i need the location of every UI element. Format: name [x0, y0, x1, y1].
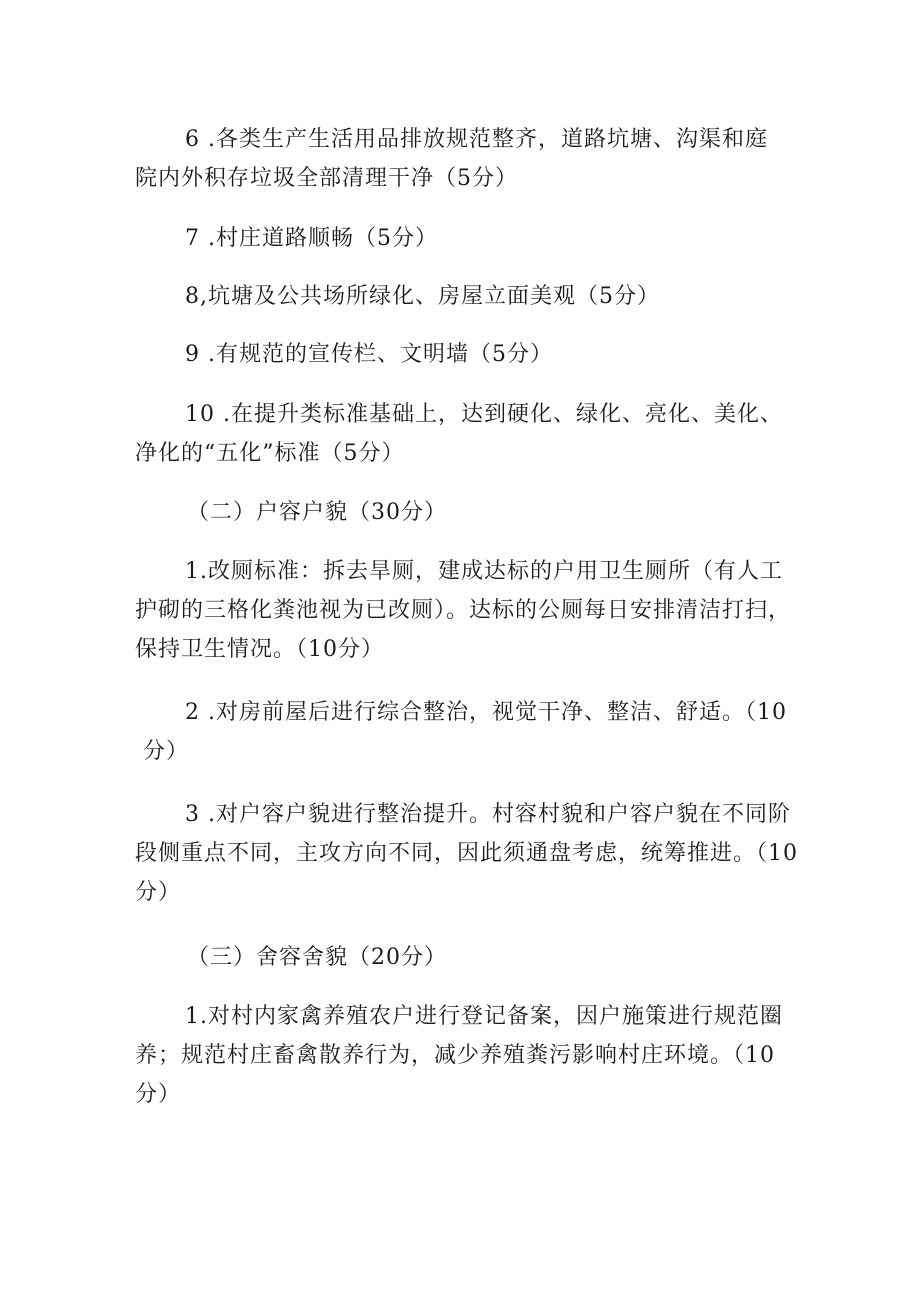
text-line: 10 .在提升类标准基础上，达到硬化、绿化、亮化、美化、 — [185, 402, 783, 427]
text-line: 1.对村内家禽养殖农户进行登记备案，因户施策进行规范圈 — [185, 1004, 783, 1029]
text-line: 7 .村庄道路顺畅（5分） — [185, 226, 438, 251]
text-line: 分） — [135, 1082, 182, 1107]
item-6-paragraph — [135, 120, 805, 198]
text-line: 6 .各类生产生活用品排放规范整齐，道路坑塘、沟渠和庭 — [185, 127, 768, 152]
sec2-item-1-paragraph — [135, 552, 805, 669]
item-10-paragraph — [135, 395, 805, 473]
text-line: 8,坑塘及公共场所绿化、房屋立面美观（5分） — [185, 284, 660, 309]
text-line: 养；规范村庄畜禽散养行为，减少养殖粪污影响村庄环境。（10 — [135, 1043, 775, 1068]
item-8-paragraph — [135, 277, 805, 316]
section-3-heading — [135, 938, 805, 977]
text-line: 净化的“五化”标准（5分） — [135, 441, 405, 466]
item-9-paragraph — [135, 335, 805, 374]
text-line: 护砌的三格化粪池视为已改厕）。达标的公厕每日安排清洁打扫， — [135, 598, 792, 623]
text-line: 分） — [135, 739, 189, 764]
text-line: 9 .有规范的宣传栏、文明墙（5分） — [185, 342, 553, 367]
text-line: 1.改厕标准：拆去旱厕，建成达标的户用卫生厕所（有人工 — [185, 559, 783, 584]
sec3-item-1-paragraph — [135, 997, 805, 1114]
sec2-item-3-paragraph — [135, 795, 805, 912]
section-heading: （二）户容户貌（30分） — [187, 500, 447, 525]
text-line: 3 .对户容户貌进行整治提升。村容村貌和户容户貌在不同阶 — [185, 802, 791, 827]
sec2-item-2-paragraph — [135, 693, 805, 771]
text-line: 2 .对房前屋后进行综合整治，视觉干净、整洁、舒适。（10 — [185, 700, 787, 725]
section-2-heading — [135, 493, 805, 532]
text-line: 保持卫生情况。（10分） — [135, 637, 384, 662]
text-line: 院内外积存垃圾全部清理干净（5分） — [135, 166, 518, 191]
text-line: 分） — [135, 880, 182, 905]
item-7-paragraph — [135, 219, 805, 258]
text-line: 段侧重点不同，主攻方向不同，因此须通盘考虑，统筹推进。（10 — [135, 841, 798, 866]
section-heading: （三）舍容舍貌（20分） — [187, 945, 447, 970]
